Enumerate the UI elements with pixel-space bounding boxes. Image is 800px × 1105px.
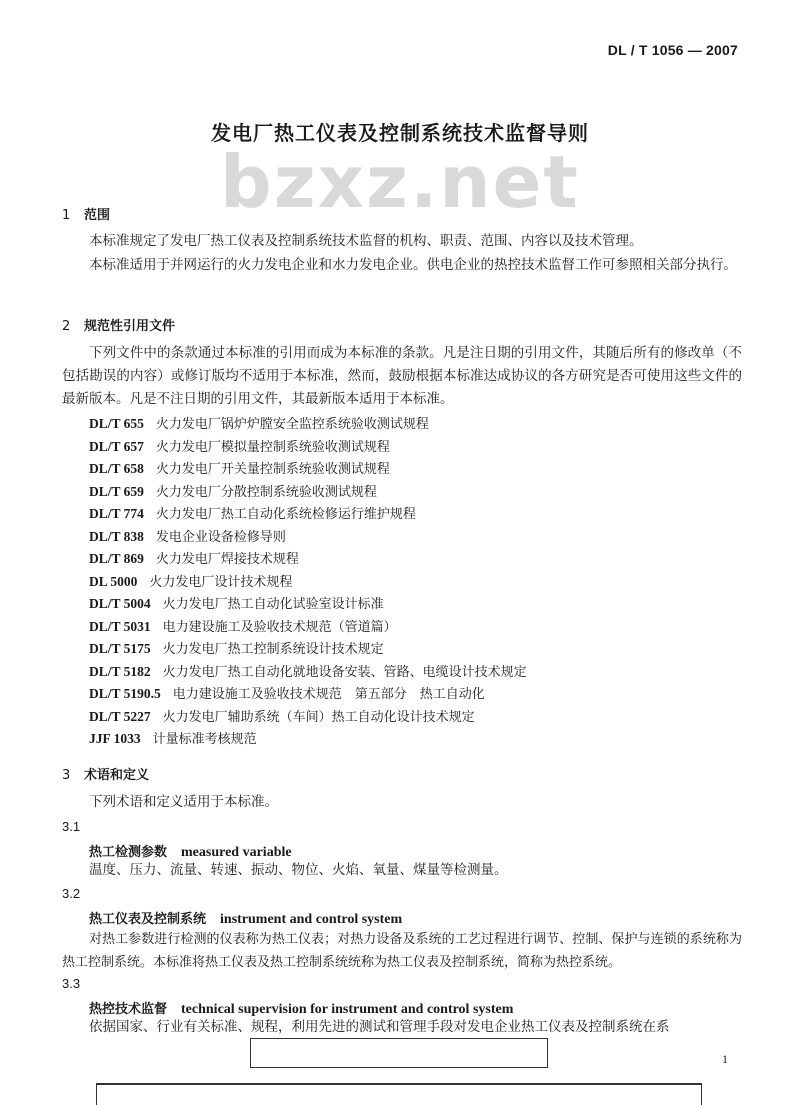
standard-number: DL / T 1056 — 2007 <box>607 42 738 58</box>
section-number: 1 <box>62 208 71 223</box>
section-title: 术语和定义 <box>84 768 150 783</box>
reference-code: DL/T 655 <box>89 416 144 431</box>
reference-title: 火力发电厂锅炉炉膛安全监控系统验收测试规程 <box>155 417 429 432</box>
reference-code: JJF 1033 <box>89 731 141 746</box>
reference-item <box>89 526 527 549</box>
reference-code: DL/T 657 <box>89 438 144 454</box>
reference-code: DL/T 774 <box>89 506 144 521</box>
reference-item <box>89 571 527 594</box>
reference-title: 火力发电厂焊接技术规程 <box>155 552 299 567</box>
reference-title: 计量标准考核规范 <box>152 732 257 747</box>
reference-list <box>89 413 527 751</box>
section-number: 3 <box>62 768 71 783</box>
reference-title: 火力发电厂热工自动化系统检修运行维护规程 <box>155 507 416 522</box>
reference-title: 火力发电厂辅助系统（车间）热工自动化设计技术规定 <box>162 709 475 725</box>
term-en: instrument and control system <box>220 912 403 927</box>
reference-title: 火力发电厂模拟量控制系统验收测试规程 <box>155 439 390 455</box>
reference-title: 发电企业设备检修导则 <box>155 529 286 545</box>
document-title: 发电厂热工仪表及控制系统技术监督导则 <box>211 121 589 145</box>
term-en: technical supervision for instrument and control system <box>181 1002 514 1017</box>
reference-item <box>89 548 527 571</box>
reference-code: DL/T 869 <box>89 551 144 566</box>
reference-item <box>89 616 527 639</box>
section-heading-normative-references <box>62 315 175 334</box>
reference-code: DL/T 5031 <box>89 618 151 634</box>
reference-item <box>89 683 527 706</box>
reference-item <box>89 728 527 751</box>
reference-code: DL/T 5227 <box>89 708 151 724</box>
footer-box <box>250 1038 548 1068</box>
reference-item <box>89 593 527 616</box>
section-title: 规范性引用文件 <box>84 319 176 334</box>
reference-item <box>89 413 527 436</box>
reference-title: 电力建设施工及验收技术规范（管道篇） <box>162 619 397 635</box>
term-definition: 温度、压力、流量、转速、振动、物位、火焰、氧量、煤量等检测量。 <box>89 862 508 878</box>
reference-title: 火力发电厂热工自动化试验室设计标准 <box>162 597 384 612</box>
reference-item <box>89 436 527 459</box>
page-number: 1 <box>722 1052 728 1066</box>
reference-item <box>89 481 527 504</box>
term-heading <box>89 998 513 1018</box>
section-heading-scope <box>62 204 110 223</box>
reference-title: 火力发电厂热工控制系统设计技术规定 <box>162 642 384 657</box>
term-zh: 热控技术监督 <box>89 1002 168 1017</box>
section-title: 范围 <box>84 208 111 223</box>
term-heading <box>89 841 292 861</box>
clause-number: 3.1 <box>62 819 81 834</box>
reference-item <box>89 661 527 684</box>
reference-title: 火力发电厂热工自动化就地设备安装、管路、电缆设计技术规定 <box>162 664 527 680</box>
section-heading-terms <box>62 764 149 783</box>
section-number: 2 <box>62 319 71 334</box>
reference-title: 电力建设施工及验收技术规范 第五部分 热工自动化 <box>172 687 485 702</box>
term-en: measured variable <box>181 845 292 860</box>
reference-code: DL/T 5175 <box>89 641 151 656</box>
term-heading <box>89 908 402 928</box>
reference-item <box>89 458 527 481</box>
reference-code: DL/T 658 <box>89 461 144 476</box>
paragraph: 下列文件中的条款通过本标准的引用而成为本标准的条款。凡是注日期的引用文件，其随后所有的修改单（不包括勘误的内容）或修订版均不适用于本标准，然而，鼓励根据本标准达成协议的各方研究是否可使用这些文件的最新版本。凡是不注日期的引用文件，其最新版本适用于本标准。 <box>62 345 742 407</box>
paragraph: 本标准适用于并网运行的火力发电企业和水力发电企业。供电企业的热控技术监督工作可参照相关部分执行。 <box>89 257 737 273</box>
term-zh: 热工仪表及控制系统 <box>89 912 207 927</box>
reference-item <box>89 503 527 526</box>
reference-code: DL/T 838 <box>89 528 144 544</box>
reference-item <box>89 638 527 661</box>
footer-frame <box>96 1083 702 1105</box>
reference-title: 火力发电厂分散控制系统验收测试规程 <box>155 484 377 500</box>
paragraph: 本标准规定了发电厂热工仪表及控制系统技术监督的机构、职责、范围、内容以及技术管理。 <box>89 233 643 249</box>
reference-code: DL/T 659 <box>89 483 144 499</box>
reference-title: 火力发电厂开关量控制系统验收测试规程 <box>155 462 390 477</box>
clause-number: 3.2 <box>62 886 81 901</box>
reference-code: DL/T 5004 <box>89 596 151 611</box>
reference-item <box>89 706 527 729</box>
reference-code: DL 5000 <box>89 573 138 589</box>
term-definition: 依据国家、行业有关标准、规程，利用先进的测试和管理手段对发电企业热工仪表及控制系统在系 <box>89 1019 670 1035</box>
watermark: bzxz.net <box>220 140 580 224</box>
clause-number: 3.3 <box>62 976 81 991</box>
reference-title: 火力发电厂设计技术规程 <box>149 574 293 590</box>
reference-code: DL/T 5182 <box>89 663 151 679</box>
paragraph: 下列术语和定义适用于本标准。 <box>89 794 278 810</box>
term-definition: 对热工参数进行检测的仪表称为热工仪表；对热力设备及系统的工艺过程进行调节、控制、保护与连锁的系统称为热工控制系统。本标准将热工仪表及热工控制系统统称为热工仪表及控制系统，简称为热控系统。 <box>62 932 742 970</box>
reference-code: DL/T 5190.5 <box>89 686 161 701</box>
term-zh: 热工检测参数 <box>89 845 168 860</box>
